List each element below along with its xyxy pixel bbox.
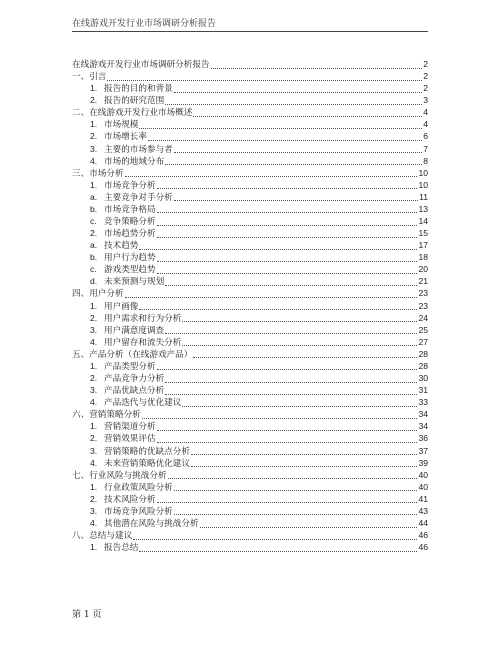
toc-entry-text: 在线游戏开发行业市场调研分析报告 [72,60,210,70]
toc-entry[interactable] [72,203,428,215]
toc-leader-dots [157,434,418,443]
toc-leader-dots [182,337,417,346]
toc-entry-page: 34 [418,409,428,420]
toc-entry-number: 1. [90,179,98,190]
toc-entry[interactable] [72,263,428,275]
toc-entry-text: 技术趋势 [104,241,139,252]
toc-entry-number: 4. [90,517,98,528]
toc-leader-dots [174,192,418,201]
toc-entry-page: 40 [418,469,428,480]
toc-leader-dots [157,494,418,503]
toc-entry-text: 用户留存和流失分析 [104,337,182,348]
toc-entry-number: 3. [90,445,98,456]
toc-entry-text: 报告的目的和背景 [104,84,173,95]
toc-leader-dots [182,398,417,407]
toc-entry-page: 23 [418,288,428,299]
toc-entry-text: 用户需求和行为分析 [104,313,182,324]
toc-leader-dots [139,301,417,310]
toc-entry-page: 43 [418,505,428,516]
toc-entry[interactable] [72,179,428,191]
toc-entry-number: 4. [90,155,98,166]
toc-leader-dots [165,156,422,165]
toc-entry-text: 用户行为趋势 [104,253,156,264]
toc-entry-page: 34 [418,421,428,432]
toc-entry-text: 市场趋势分析 [104,229,156,240]
toc-entry-number: 1. [90,83,98,94]
toc-entry-label [90,517,199,530]
toc-entry-number: a. [90,240,98,251]
toc-entry-text: 用户满意度调查 [104,325,165,336]
toc-leader-dots [133,531,417,540]
toc-leader-dots [174,482,418,491]
toc-entry[interactable] [72,155,428,167]
toc-entry-text: 未来营销策略优化建议 [104,458,190,469]
toc-entry-page: 39 [418,457,428,468]
toc-entry-text: 营销渠道分析 [104,422,156,433]
header-divider [72,31,428,32]
toc-entry[interactable] [72,300,428,312]
toc-entry-text: 市场的地域分布 [104,156,165,167]
toc-entry-text: 产品迭代与优化建议 [104,398,182,409]
toc-leader-dots [139,543,417,552]
toc-entry[interactable] [72,312,428,324]
toc-entry-text: 其他潜在风险与挑战分析 [104,518,199,529]
toc-entry-number: 2. [90,95,98,106]
toc-leader-dots [165,96,422,105]
toc-entry-text: 行业政策风险分析 [104,482,173,493]
toc-entry-number: 2. [90,131,98,142]
toc-leader-dots [139,120,422,129]
toc-leader-dots [165,374,417,383]
toc-entry-page: 10 [418,167,428,178]
toc-entry-page: 23 [418,300,428,311]
toc-entry-page: 7 [423,143,428,154]
toc-entry-text: 用户画像 [104,301,139,312]
toc-entry-number: 2. [90,493,98,504]
toc-entry-text: 六、营销策略分析 [72,410,141,421]
toc-entry[interactable] [72,58,428,70]
toc-leader-dots [193,349,417,358]
toc-entry-text: 报告总结 [104,543,139,554]
toc-leader-dots [157,265,418,274]
toc-entry-text: 三、市场分析 [72,168,124,179]
toc-entry-label [90,94,164,107]
toc-entry-number: 3. [90,143,98,154]
toc-entry-text: 二、在线游戏开发行业市场概述 [72,108,193,119]
toc-entry-number: 2. [90,373,98,384]
toc-entry-number: 1. [90,481,98,492]
toc-entry-text: 产品类型分析 [104,361,156,372]
toc-entry-number: c. [90,216,97,227]
toc-entry[interactable] [72,457,428,469]
toc-leader-dots [157,422,418,431]
toc-entry-number: 2. [90,312,98,323]
toc-entry-text: 市场增长率 [104,132,147,143]
toc-entry[interactable] [72,227,428,239]
toc-leader-dots [191,458,417,467]
toc-entry[interactable] [72,517,428,529]
toc-entry-text: 市场竞争分析 [104,180,156,191]
toc-leader-dots [157,204,418,213]
toc-leader-dots [191,446,417,455]
toc-entry[interactable] [72,275,428,287]
toc-entry-number: 4. [90,397,98,408]
toc-entry-page: 40 [418,481,428,492]
toc-entry-page: 14 [418,216,428,227]
toc-entry-page: 28 [418,360,428,371]
toc-entry[interactable] [72,432,428,444]
toc-entry-text: 主要的市场参与者 [104,144,173,155]
toc-entry[interactable] [72,445,428,457]
toc-entry[interactable] [72,481,428,493]
toc-entry-page: 2 [423,71,428,82]
toc-entry-text: 技术风险分析 [104,494,156,505]
toc-entry-number: 3. [90,324,98,335]
toc-entry-number: 2. [90,228,98,239]
toc-entry-page: 17 [418,240,428,251]
toc-entry-number: 4. [90,336,98,347]
toc-entry[interactable] [72,469,428,481]
toc-entry[interactable] [72,324,428,336]
toc-entry-text: 八、总结与建议 [72,531,133,542]
toc-entry-page: 20 [418,264,428,275]
toc-entry-page: 6 [423,131,428,142]
toc-entry-label [90,155,164,168]
toc-entry-page: 30 [418,373,428,384]
toc-entry-page: 13 [418,203,428,214]
toc-leader-dots [182,313,417,322]
toc-entry-text: 产品竞争力分析 [104,374,165,385]
toc-entry-number: a. [90,191,98,202]
toc-entry[interactable] [72,130,428,142]
toc-entry-number: 1. [90,300,98,311]
toc-entry-page: 46 [418,542,428,553]
toc-entry-number: 4. [90,457,98,468]
toc-entry-page: 3 [423,95,428,106]
toc-leader-dots [193,108,422,117]
toc-entry-text: 营销效果评估 [104,434,156,445]
toc-leader-dots [157,217,418,226]
toc-entry-text: 未来预测与规划 [104,277,165,288]
toc-leader-dots [125,168,418,177]
toc-entry-text: 七、行业风险与挑战分析 [72,470,167,481]
toc-leader-dots [200,519,418,528]
toc-entry-page: 15 [418,228,428,239]
toc-entry-page: 28 [418,348,428,359]
toc-entry-page: 10 [418,179,428,190]
toc-entry-page: 33 [418,397,428,408]
toc-entry[interactable] [72,384,428,396]
toc-entry-label [72,59,210,71]
toc-entry[interactable] [72,251,428,263]
toc-entry[interactable] [72,94,428,106]
toc-leader-dots [157,253,418,262]
table-of-contents [72,58,428,553]
toc-entry-text: 一、引言 [72,72,107,83]
toc-entry-number: 1. [90,421,98,432]
toc-entry-page: 44 [418,517,428,528]
toc-entry-text: 市场规模 [104,120,139,131]
toc-entry-label [90,336,181,349]
toc-leader-dots [157,361,418,370]
toc-entry-page: 11 [419,191,428,202]
toc-leader-dots [174,506,418,515]
toc-entry-text: 市场竞争格局 [104,204,156,215]
toc-entry-text: 竞争策略分析 [104,217,156,228]
toc-entry-number: b. [90,203,98,214]
header-title: 在线游戏开发行业市场调研分析报告 [72,19,217,29]
toc-entry-text: 市场竞争风险分析 [104,506,173,517]
toc-entry-page: 46 [418,530,428,541]
toc-entry-number: 2. [90,433,98,444]
toc-leader-dots [174,144,422,153]
toc-entry-number: 1. [90,119,98,130]
toc-entry-label [90,457,190,470]
toc-leader-dots [165,386,417,395]
toc-entry[interactable] [72,287,428,299]
toc-entry-page: 31 [418,385,428,396]
toc-entry[interactable] [72,167,428,179]
toc-entry-number: c. [90,264,97,275]
toc-entry-label [90,541,138,554]
toc-entry[interactable] [72,360,428,372]
toc-leader-dots [142,410,418,419]
toc-entry-page: 37 [418,445,428,456]
toc-entry-text: 四、用户分析 [72,289,124,300]
toc-leader-dots [157,229,418,238]
toc-entry-page: 4 [423,119,428,130]
toc-leader-dots [157,180,418,189]
toc-entry[interactable] [72,541,428,553]
toc-entry[interactable] [72,239,428,251]
toc-leader-dots [148,132,422,141]
toc-leader-dots [211,60,423,69]
toc-entry[interactable] [72,106,428,118]
toc-entry[interactable] [72,529,428,541]
toc-entry-number: 1. [90,542,98,553]
toc-entry[interactable] [72,493,428,505]
toc-entry[interactable] [72,336,428,348]
toc-entry-number: 3. [90,385,98,396]
toc-entry-page: 21 [418,276,428,287]
toc-entry-text: 产品优缺点分析 [104,386,165,397]
toc-leader-dots [107,72,422,81]
toc-entry-page: 2 [423,83,428,94]
toc-entry-page: 27 [418,336,428,347]
toc-entry[interactable] [72,396,428,408]
toc-entry[interactable] [72,215,428,227]
toc-entry-page: 25 [418,324,428,335]
toc-entry[interactable] [72,143,428,155]
toc-entry[interactable] [72,191,428,203]
toc-entry-text: 营销策略的优缺点分析 [104,446,190,457]
toc-entry[interactable] [72,372,428,384]
toc-entry[interactable] [72,408,428,420]
toc-leader-dots [125,289,418,298]
toc-entry-page: 36 [418,433,428,444]
toc-entry-page: 18 [418,252,428,263]
toc-entry-number: b. [90,252,98,263]
toc-entry-page: 24 [418,312,428,323]
toc-entry-page: 4 [423,107,428,118]
toc-leader-dots [165,277,417,286]
toc-entry[interactable] [72,82,428,94]
toc-entry[interactable] [72,70,428,82]
toc-leader-dots [168,470,418,479]
toc-entry-text: 主要竞争对手分析 [104,192,173,203]
toc-entry-page: 2 [423,59,428,69]
toc-entry[interactable] [72,420,428,432]
toc-entry[interactable] [72,505,428,517]
toc-entry-page: 8 [423,155,428,166]
toc-entry-number: d. [90,276,98,287]
toc-entry-text: 游戏类型趋势 [104,265,156,276]
toc-entry[interactable] [72,118,428,130]
toc-entry-text: 五、产品分析（在线游戏产品） [72,349,193,360]
toc-entry-page: 41 [418,493,428,504]
toc-leader-dots [165,325,417,334]
toc-entry-label [90,275,164,288]
toc-leader-dots [174,84,422,93]
toc-entry-label [90,396,181,409]
toc-entry-number: 3. [90,505,98,516]
toc-entry-number: 1. [90,360,98,371]
toc-leader-dots [139,241,417,250]
toc-entry-text: 报告的研究范围 [104,96,165,107]
page-number: 第 1 页 [72,610,102,620]
toc-entry[interactable] [72,348,428,360]
